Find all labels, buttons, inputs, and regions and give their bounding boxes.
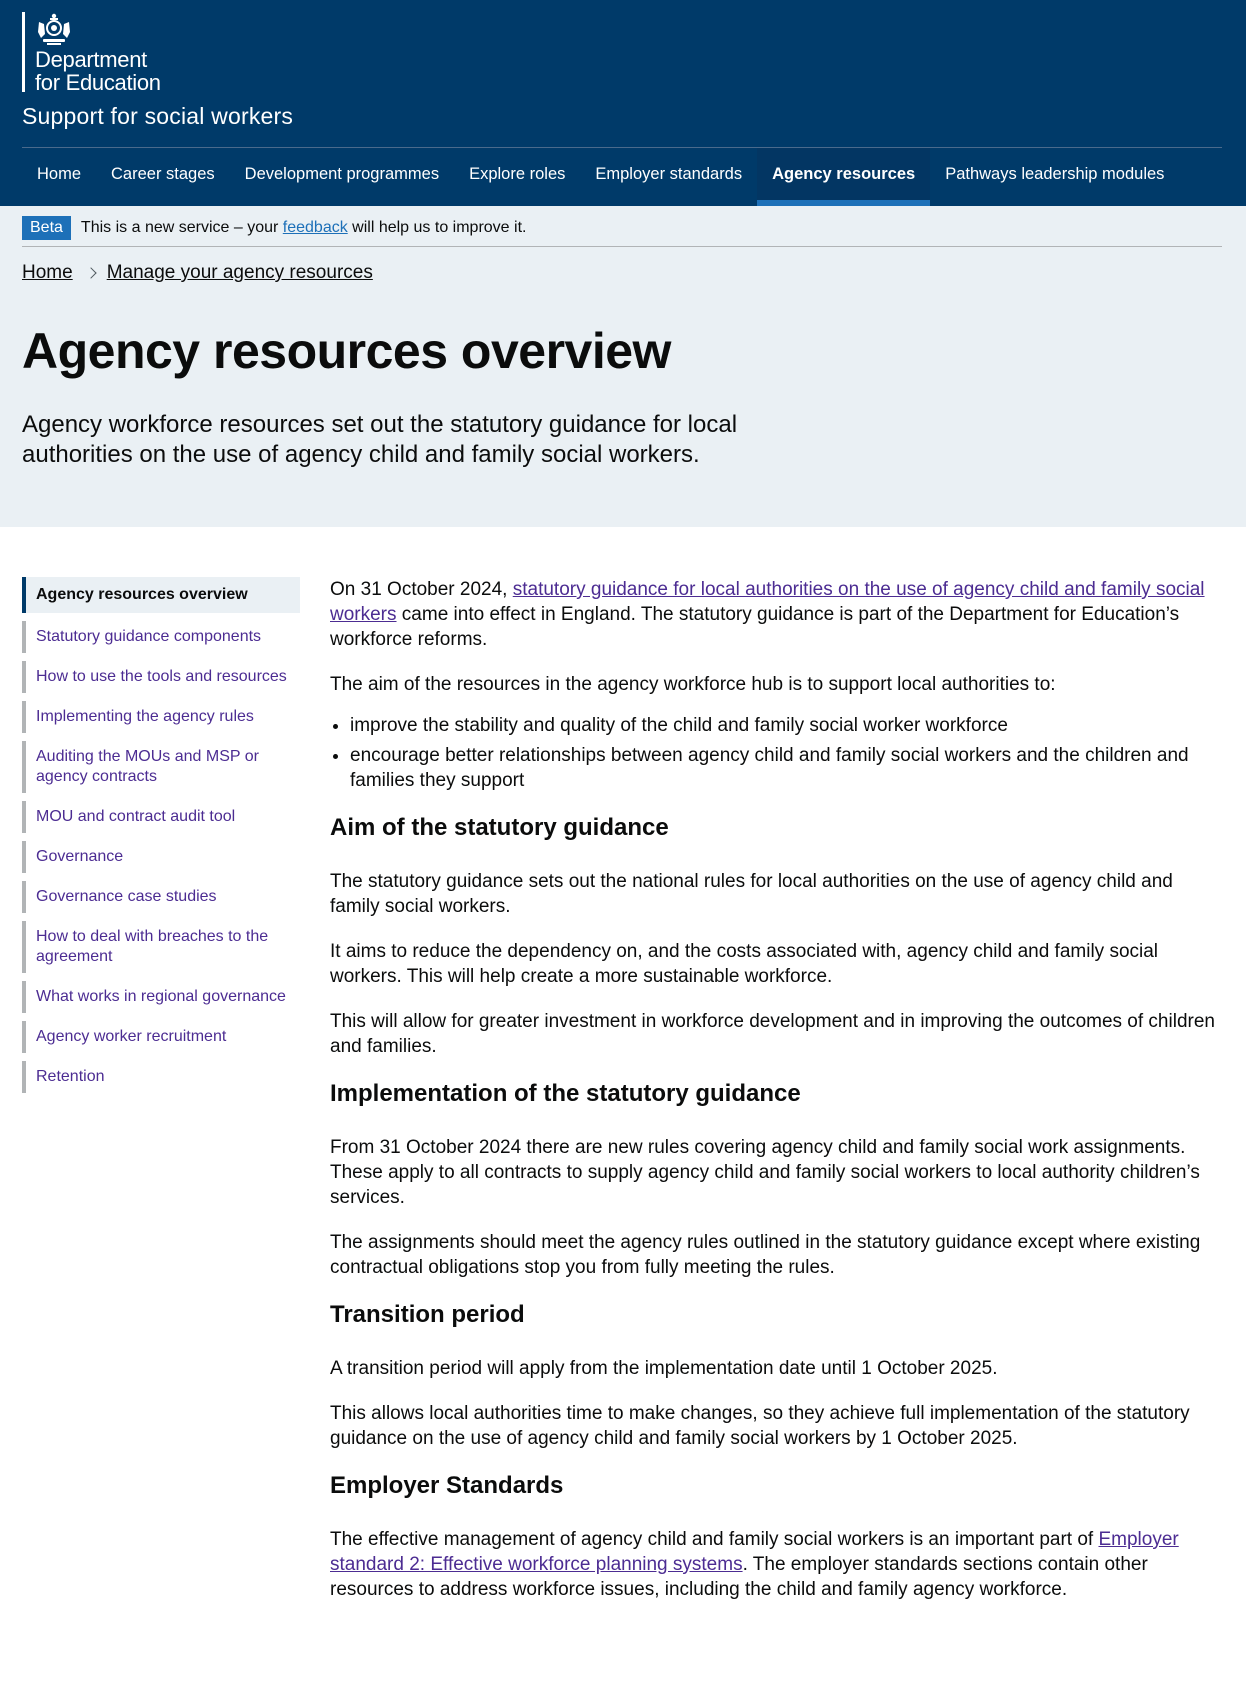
sidebar-item-agency-resources-overview[interactable]: Agency resources overview: [22, 577, 300, 613]
logo-line-2: for Education: [35, 70, 161, 95]
breadcrumb-manage-agency-resources[interactable]: Manage your agency resources: [106, 262, 373, 283]
employer-standards-paragraph: [330, 1527, 1215, 1602]
royal-crest-icon: [35, 12, 73, 46]
nav-item-home[interactable]: Home: [37, 165, 82, 183]
sidebar-item-mou-audit-tool[interactable]: MOU and contract audit tool: [22, 801, 300, 833]
transition-paragraph-1: A transition period will apply from the implementation date until 1 October 2025.: [330, 1358, 998, 1379]
main-content: [330, 577, 1215, 1622]
aim-paragraph-1: The statutory guidance sets out the national rules for local authorities on the use of agency child and family social workers.: [330, 871, 1173, 917]
emp-after: . The employer standards sections contain other resources to address workforce issues, including the child and family agency workforce.: [330, 1554, 1148, 1600]
logo-line-1: Department: [35, 47, 147, 72]
sidebar-item-how-to-use-tools[interactable]: How to use the tools and resources: [22, 661, 300, 693]
phase-banner-divider: [22, 246, 1222, 247]
site-header: [0, 0, 1246, 206]
implementation-paragraph-2: The assignments should meet the agency rules outlined in the statutory guidance except where existing contractual obligations stop you from fully meeting the rules.: [330, 1232, 1201, 1278]
nav-item-explore-roles[interactable]: Explore roles: [469, 165, 566, 183]
sidebar-item-governance[interactable]: Governance: [22, 841, 300, 873]
logo-text: [35, 48, 161, 94]
beta-text-after: will help us to improve it.: [347, 219, 527, 236]
aim-paragraph-2: It aims to reduce the dependency on, and the costs associated with, agency child and family social workers. This will help create a more sustainable workforce.: [330, 941, 1159, 987]
nav-item-development-programmes[interactable]: Development programmes: [244, 165, 440, 183]
breadcrumb: [22, 262, 373, 284]
heading-employer-standards: Employer Standards: [330, 1472, 564, 1499]
hero-section: [0, 206, 1246, 527]
nav-item-employer-standards[interactable]: Employer standards: [595, 165, 743, 183]
sidebar-item-governance-case-studies[interactable]: Governance case studies: [22, 881, 300, 913]
aim-paragraph-3: This will allow for greater investment in workforce development and in improving the outcomes of children and families.: [330, 1011, 1215, 1057]
intro-after: came into effect in England. The statutory guidance is part of the Department for Education’s workforce reforms.: [330, 604, 1180, 650]
phase-banner: [22, 215, 526, 241]
sidebar-item-regional-governance[interactable]: What works in regional governance: [22, 981, 300, 1013]
primary-nav: [22, 148, 1179, 206]
heading-implementation: Implementation of the statutory guidance: [330, 1080, 801, 1107]
logo-bar: [22, 12, 25, 92]
beta-text-before: This is a new service – your: [80, 219, 283, 236]
intro-before: On 31 October 2024,: [330, 579, 513, 600]
list-item: • encourage better relationships between agency child and family social workers and the children and families they support: [350, 743, 1215, 793]
beta-tag: Beta: [22, 216, 71, 240]
nav-item-pathways-leadership-modules[interactable]: Pathways leadership modules: [945, 165, 1165, 183]
aim-bullet-list: [350, 713, 1215, 793]
heading-aim: Aim of the statutory guidance: [330, 814, 669, 841]
sidebar-item-agency-worker-recruitment[interactable]: Agency worker recruitment: [22, 1021, 300, 1053]
aim-intro-paragraph: The aim of the resources in the agency workforce hub is to support local authorities to:: [330, 674, 1056, 695]
chevron-right-icon: [85, 267, 96, 278]
implementation-paragraph-1: From 31 October 2024 there are new rules covering agency child and family social work assignments. These apply to all contracts to supply agency child and family social workers to local authority children’s services.: [330, 1137, 1200, 1208]
heading-transition: Transition period: [330, 1301, 525, 1328]
page-title: Agency resources overview: [22, 323, 671, 379]
list-item: • improve the stability and quality of the child and family social worker workforce: [350, 713, 1215, 738]
nav-item-career-stages[interactable]: Career stages: [111, 165, 215, 183]
logo-inner: [35, 12, 161, 95]
beta-text: [81, 219, 527, 237]
nav-item-agency-resources[interactable]: Agency resources: [757, 148, 930, 206]
transition-paragraph-2: This allows local authorities time to make changes, so they achieve full implementation of the statutory guidance on the use of agency child and family social workers by 1 October 2025.: [330, 1403, 1190, 1449]
sidebar-item-retention[interactable]: Retention: [22, 1061, 300, 1093]
dfe-logo[interactable]: [22, 12, 161, 95]
statutory-guidance-link[interactable]: statutory guidance for local authorities on the use of agency child and family social workers: [330, 579, 1205, 625]
feedback-link[interactable]: feedback: [282, 219, 348, 236]
employer-standard-2-link[interactable]: Employer standard 2: Effective workforce planning systems: [330, 1529, 1179, 1575]
intro-paragraph: [330, 577, 1215, 652]
sidebar-item-auditing-mous[interactable]: Auditing the MOUs and MSP or agency contracts: [22, 741, 300, 793]
page-lede: Agency workforce resources set out the statutory guidance for local authorities on the use of agency child and family social workers.: [22, 411, 738, 468]
emp-before: The effective management of agency child and family social workers is an important part of: [330, 1529, 1099, 1550]
side-navigation: [22, 577, 300, 1101]
sidebar-item-statutory-guidance-components[interactable]: Statutory guidance components: [22, 621, 300, 653]
sidebar-item-implementing-agency-rules[interactable]: Implementing the agency rules: [22, 701, 300, 733]
breadcrumb-home[interactable]: Home: [22, 262, 73, 283]
sidebar-item-breaches[interactable]: How to deal with breaches to the agreement: [22, 921, 300, 973]
service-name[interactable]: Support for social workers: [22, 103, 294, 129]
